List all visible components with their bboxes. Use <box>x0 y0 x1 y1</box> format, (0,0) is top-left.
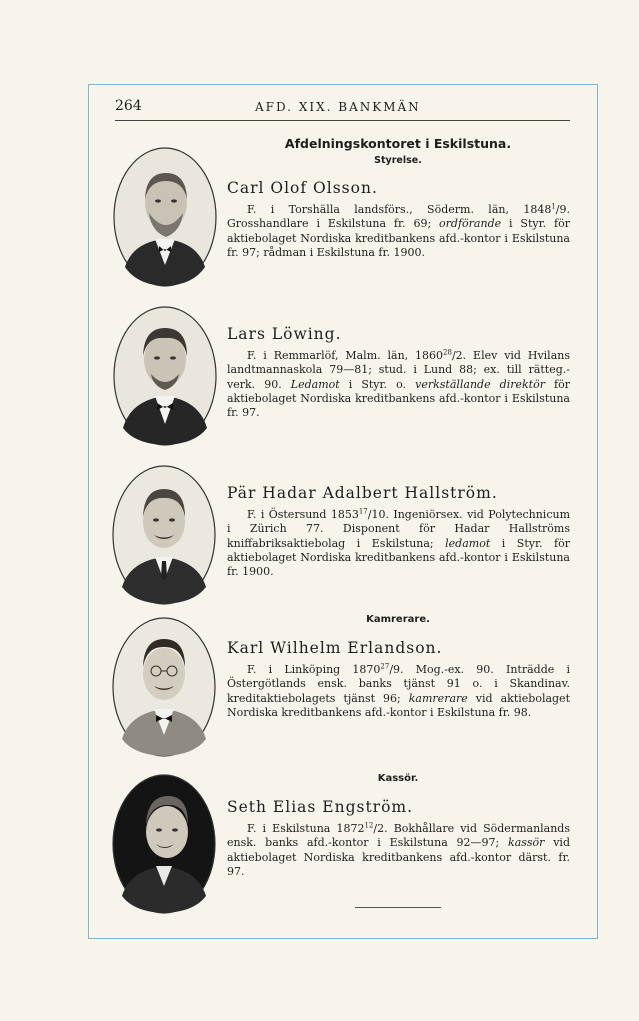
entry-olsson <box>227 178 570 260</box>
footer-rule <box>355 907 441 908</box>
entry-lowing <box>227 324 570 420</box>
portrait-hallstrom <box>112 465 216 605</box>
running-title: AFD. XIX. BANKMÄN <box>255 100 421 114</box>
page-number: 264 <box>115 98 142 114</box>
running-header <box>115 96 570 121</box>
entry-engstrom <box>227 797 570 879</box>
person-name: Lars Löwing. <box>227 325 342 343</box>
section-heading-styrelse: Styrelse. <box>374 155 422 166</box>
person-bio: F. i Remmarlöf, Malm. län, 1860$^{28}$/2. Elev vid Hvilans landtmannaskola 79—81; stud. i Lund 88; ex. till rätteg.-verk. 90. Ledamot i Styr. o. verkställande direktör för aktiebolaget Nordiska kreditbankens afd.-kontor i Eskilstuna fr. 97. <box>227 348 571 420</box>
person-bio: F. i Linköping 1870$^{27}$/9. Mog.-ex. 90. Inträdde i Östergötlands ensk. banks tjänst 91 o. i Skandinav. kreditaktiebolagets tjänst 96; kamrerare vid aktiebolaget Nordiska kreditbankens afd.-kontor i Eskilstuna fr. 98. <box>227 662 570 719</box>
portrait-erlandson <box>112 617 216 757</box>
portrait-lowing <box>113 306 217 446</box>
portrait-olsson <box>113 147 217 287</box>
person-name: Pär Hadar Adalbert Hallström. <box>227 484 498 502</box>
entry-erlandson <box>227 638 570 720</box>
person-name: Seth Elias Engström. <box>227 798 414 816</box>
person-name: Carl Olof Olsson. <box>227 179 378 197</box>
entry-hallstrom <box>227 483 570 579</box>
section-heading-kassor: Kassör. <box>377 773 419 784</box>
person-bio: F. i Torshälla landsförs., Söderm. län, 1848$^1$/9. Grosshandlare i Eskilstuna fr. 69; ordförande i Styr. för aktiebolaget Nordiska kreditbankens afd.-kontor i Eskilstuna fr. 97; rådman i Eskilstuna fr. 1900. <box>227 202 570 259</box>
portrait-engstrom <box>112 774 216 914</box>
person-name: Karl Wilhelm Erlandson. <box>227 639 443 657</box>
section-heading-kamrerare: Kamrerare. <box>366 614 430 625</box>
person-bio: F. i Östersund 1853$^{17}$/10. Ingeniörsex. vid Polytechnicum i Zürich 77. Disponent för Hadar Hallströms kniffabriksaktiebolag i Eskilstuna; ledamot i Styr. för aktiebolaget Nordiska kreditbankens afd.-kontor i Eskilstuna fr. 1900. <box>227 507 571 579</box>
office-title: Afdelningskontoret i Eskilstuna. <box>284 136 512 151</box>
person-bio: F. i Eskilstuna 1872$^{12}$/2. Bokhållare vid Södermanlands ensk. banks afd.-kontor i Eskilstuna 92—97; kassör vid aktiebolaget Nordiska kreditbankens afd.-kontor därst. fr. 97. <box>227 821 570 878</box>
